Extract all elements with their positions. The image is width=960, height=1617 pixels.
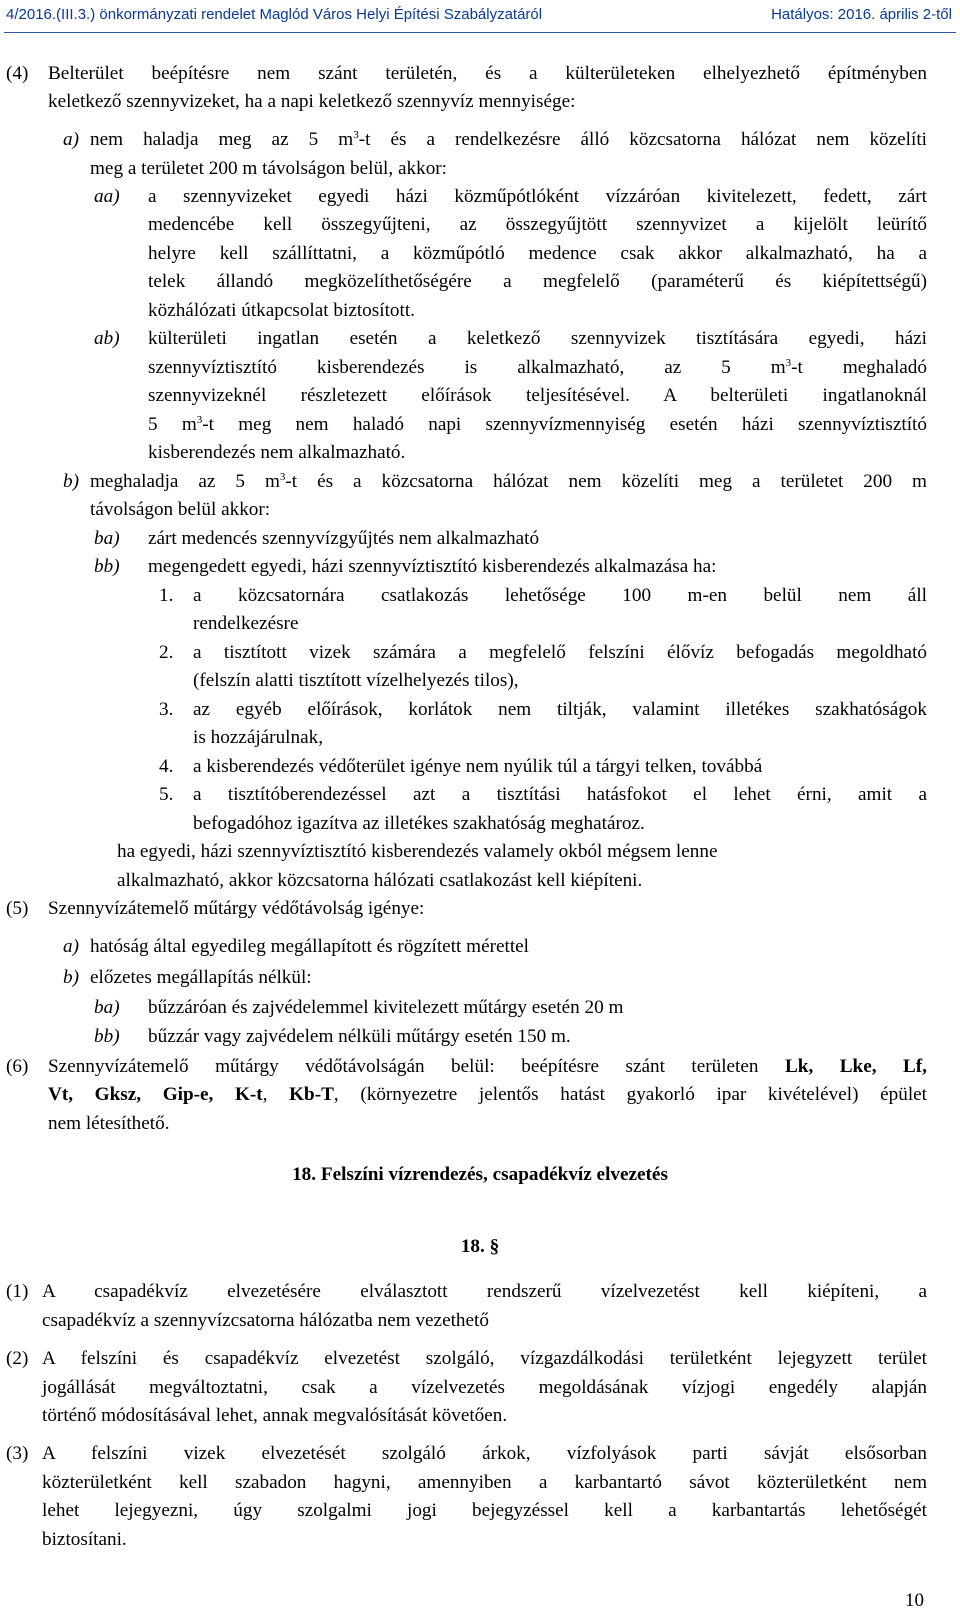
- text-line: 5 $m^3-t$ meg nem haladó napi szennyvízmennyiség esetén házi szennyvíztisztító: [148, 414, 927, 435]
- item-label: ba): [94, 528, 120, 549]
- text-line: zárt medencés szennyvízgyűjtés nem alkalmazható: [148, 528, 540, 549]
- paragraph-label: (5): [6, 898, 29, 919]
- text-line: nem létesíthető.: [48, 1113, 170, 1134]
- text-line: A csapadékvíz elvezetésére elválasztott rendszerű vízelvezetést kell kiépíteni, a: [42, 1281, 927, 1302]
- text-line: rendelkezésre: [193, 613, 299, 634]
- text-line: biztosítani.: [42, 1529, 127, 1550]
- text-line: történő módosításával lehet, annak megvalósítását követően.: [42, 1405, 508, 1426]
- text-line: szennyvíztisztító kisberendezés is alkalmazható, az 5 $m^3-t$ meghaladó: [148, 357, 927, 378]
- item-label: ba): [94, 997, 120, 1018]
- header-effective-date: Hatályos: 2016. április 2-től: [771, 6, 952, 23]
- paragraph-label: (2): [6, 1348, 29, 1369]
- text-line: külterületi ingatlan esetén a keletkező szennyvizek tisztítására egyedi, házi: [148, 328, 927, 349]
- text-line: szennyvizeknél részletezett előírások teljesítésével. A belterületi ingatlanoknál: [148, 385, 927, 406]
- text-line: a szennyvizeket egyedi házi közműpótlóként vízzáróan kivitelezett, fedett, zárt: [148, 186, 927, 207]
- numbered-label: 5.: [159, 784, 174, 805]
- text-line: hatóság által egyedileg megállapított és rögzített mérettel: [90, 936, 530, 957]
- text-line: Szennyvízátemelő műtárgy védőtávolságán belül: beépítésre szánt területen Lk, Lke, Lf,: [48, 1056, 927, 1077]
- paragraph-label: (6): [6, 1056, 29, 1077]
- text-line: előzetes megállapítás nélkül:: [90, 967, 312, 988]
- text-line: alkalmazható, akkor közcsatorna hálózati csatlakozást kell kiépíteni.: [117, 870, 643, 891]
- text-line: a kisberendezés védőterület igénye nem nyúlik túl a tárgyi telken, továbbá: [193, 756, 763, 777]
- text-line: nem haladja meg az 5 $m^3-t$ és a rendelkezésre álló közcsatorna hálózat nem közelíti: [90, 129, 927, 150]
- text-line: meg a területet 200 m távolságon belül, akkor:: [90, 158, 448, 179]
- section-paragraph-number: 18. §: [460, 1236, 500, 1257]
- text-line: Vt, Gksz, Gip-e, K-t, Kb-T, (környezetre jelentős hatást gyakorló ipar kivételével) épület: [48, 1084, 928, 1105]
- text-line: telek állandó megközelíthetőségére a megfelelő (paraméterű és kiépítettségű): [148, 271, 927, 292]
- text-line: lehet lejegyezni, úgy szolgalmi jogi bejegyzéssel kell a karbantartás lehetőségét: [42, 1500, 927, 1521]
- numbered-label: 4.: [159, 756, 174, 777]
- text-line: is hozzájárulnak,: [193, 727, 323, 748]
- text-line: bűzzáróan és zajvédelemmel kivitelezett műtárgy esetén 20 m: [148, 997, 624, 1018]
- text-line: a közcsatornára csatlakozás lehetősége 100 m-en belül nem áll: [193, 585, 927, 606]
- text-line: közhálózati útkapcsolat biztosított.: [148, 300, 415, 321]
- numbered-label: 2.: [159, 642, 174, 663]
- text-line: távolságon belül akkor:: [90, 499, 271, 520]
- text-line: A felszíni és csapadékvíz elvezetést szolgáló, vízgazdálkodási területként lejegyzett terület: [42, 1348, 927, 1369]
- text-line: helyre kell szállíttatni, a közműpótló medence csak akkor alkalmazható, ha a: [148, 243, 927, 264]
- numbered-label: 3.: [159, 699, 174, 720]
- text-line: jogállását megváltoztatni, csak a vízelvezetés megoldásának vízjogi engedély alapján: [42, 1377, 927, 1398]
- text-line: a tisztított vizek számára a megfelelő felszíni élővíz befogadás megoldható: [193, 642, 927, 663]
- item-label: b): [63, 967, 79, 988]
- header-document-title: 4/2016.(III.3.) önkormányzati rendelet Maglód Város Helyi Építési Szabályzatáról: [6, 6, 543, 23]
- text-line: A felszíni vizek elvezetését szolgáló árkok, vízfolyások parti sávját elsősorban: [42, 1443, 927, 1464]
- item-label: a): [63, 936, 79, 957]
- text-line: befogadóhoz igazítva az illetékes szakhatóság meghatároz.: [193, 813, 645, 834]
- paragraph-label: (1): [6, 1281, 29, 1302]
- text-line: csapadékvíz a szennyvízcsatorna hálózatba nem vezethető: [42, 1310, 489, 1331]
- item-label: b): [63, 471, 79, 492]
- text-line: ha egyedi, házi szennyvíztisztító kisberendezés valamely okból mégsem lenne: [117, 841, 718, 862]
- header-divider: [4, 32, 956, 33]
- paragraph-label: (3): [6, 1443, 29, 1464]
- item-label: a): [63, 129, 79, 150]
- text-line: meghaladja az 5 $m^3-t$ és a közcsatorna hálózat nem közelíti meg a területet 200 m: [90, 471, 927, 492]
- item-label: bb): [94, 556, 120, 577]
- item-label: ab): [94, 328, 120, 349]
- text-line: medencébe kell összegyűjteni, az összegyűjtött szennyvizet a kijelölt leürítő: [148, 214, 927, 235]
- text-line: az egyéb előírások, korlátok nem tiltják, valamint illetékes szakhatóságok: [193, 699, 927, 720]
- section-title: 18. Felszíni vízrendezés, csapadékvíz elvezetés: [292, 1164, 668, 1185]
- text-line: megengedett egyedi, házi szennyvíztisztító kisberendezés alkalmazása ha:: [148, 556, 717, 577]
- running-header: [0, 0, 960, 34]
- text-line: Szennyvízátemelő műtárgy védőtávolság igénye:: [48, 898, 425, 919]
- text-line: keletkező szennyvizeket, ha a napi keletkező szennyvíz mennyisége:: [48, 91, 576, 112]
- item-label: bb): [94, 1026, 120, 1047]
- text-line: (felszín alatti tisztított vízelhelyezés tilos),: [193, 670, 519, 691]
- text-line: Belterület beépítésre nem szánt területén, és a külterületeken elhelyezhető építményben: [48, 63, 927, 84]
- page-number: 10: [905, 1590, 924, 1611]
- text-line: a tisztítóberendezéssel azt a tisztítási hatásfokot el lehet érni, amit a: [193, 784, 927, 805]
- text-line: kisberendezés nem alkalmazható.: [148, 442, 406, 463]
- text-line: bűzzár vagy zajvédelem nélküli műtárgy esetén 150 m.: [148, 1026, 571, 1047]
- item-label: aa): [94, 186, 120, 207]
- numbered-label: 1.: [159, 585, 174, 606]
- text-line: közterületként kell szabadon hagyni, amennyiben a karbantartó sávot közterületként nem: [42, 1472, 927, 1493]
- paragraph-label: (4): [6, 63, 29, 84]
